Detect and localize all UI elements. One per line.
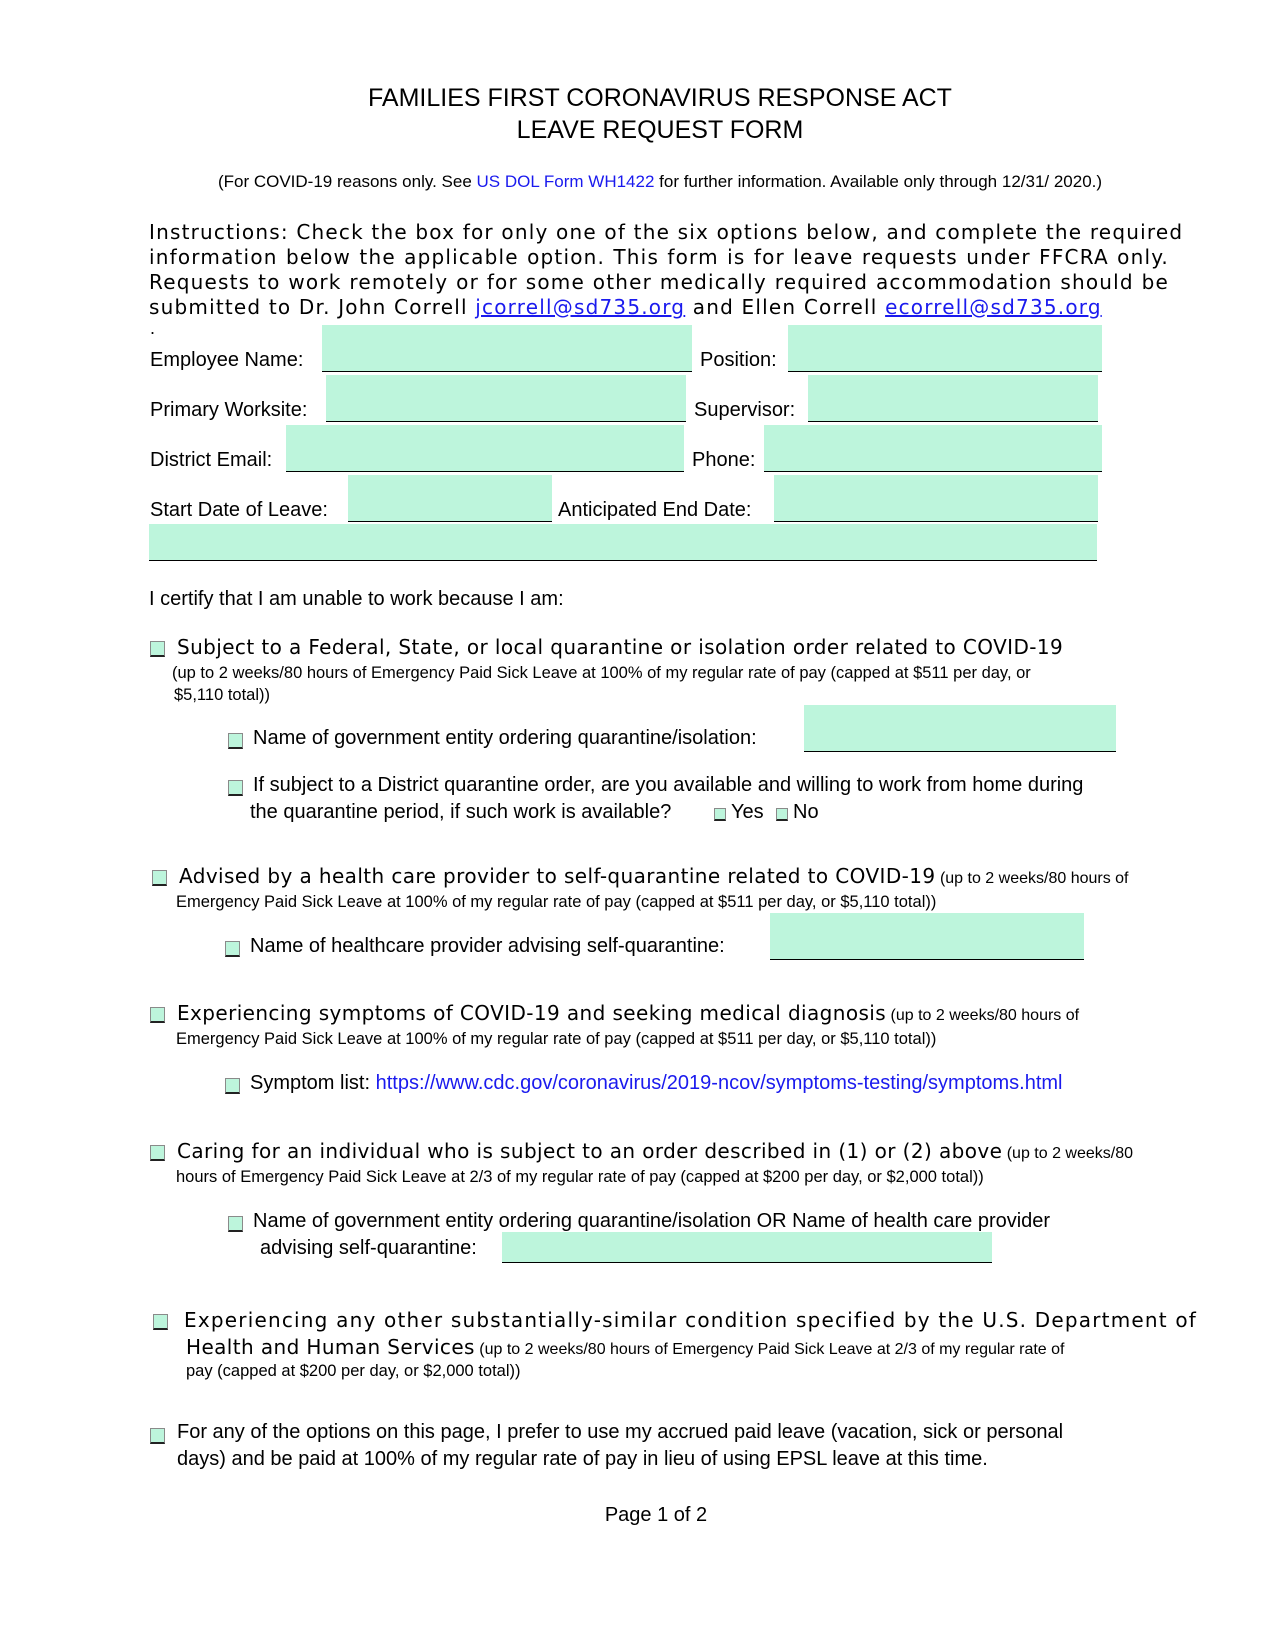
option5-line2-terms: (up to 2 weeks/80 hours of Emergency Paid Sick Leave at 2/3 of my regular rate of — [474, 1341, 1065, 1358]
instructions — [149, 220, 1184, 320]
position-label: Position: — [700, 349, 777, 371]
header-note-suffix: for further information. Available only through 12/31/ 2020.) — [654, 172, 1103, 191]
instructions-line4-prefix: submitted to Dr. John Correll — [149, 295, 476, 319]
dol-form-link[interactable]: US DOL Form WH1422 — [476, 172, 655, 191]
option3-terms: Emergency Paid Sick Leave at 100% of my regular rate of pay (capped at $511 per day, or $5,110 total)) — [176, 1030, 937, 1048]
option2-label-terms: (up to 2 weeks/80 hours of — [935, 870, 1129, 887]
instructions-line3: Requests to work remotely or for some other medically required accommodation should be — [149, 270, 1169, 294]
phone-label: Phone: — [692, 449, 756, 471]
option2-label-main: Advised by a health care provider to self-quarantine related to COVID-19 — [179, 864, 936, 888]
option2-provider-checkbox[interactable] — [225, 941, 240, 957]
option1-label: Subject to a Federal, State, or local quarantine or isolation order related to COVID-19 — [177, 635, 1064, 659]
option4-entity-checkbox[interactable] — [228, 1216, 243, 1232]
end-date-label: Anticipated End Date: — [558, 499, 752, 521]
option2-checkbox[interactable] — [152, 870, 167, 886]
option1-yes-label: Yes — [731, 801, 764, 823]
option1-entity-label: Name of government entity ordering quarantine/isolation: — [253, 727, 757, 749]
position-field[interactable] — [788, 325, 1102, 372]
form-title-line2: LEAVE REQUEST FORM — [516, 116, 804, 144]
option5-line1: Experiencing any other substantially-similar condition specified by the U.S. Department of — [184, 1308, 1198, 1332]
option1-entity-field[interactable] — [804, 705, 1116, 752]
option4-entity-field[interactable] — [502, 1232, 992, 1263]
email-link-ecorrell[interactable]: ecorrell@sd735.org — [885, 295, 1102, 319]
option3-symptom-label: Symptom list: — [250, 1072, 376, 1094]
option1-remote-checkbox[interactable] — [228, 780, 243, 796]
option5-line2-main: Health and Human Services — [186, 1335, 475, 1359]
additional-field[interactable] — [149, 524, 1097, 561]
option3-label — [177, 1001, 1079, 1025]
option4-label-terms: (up to 2 weeks/80 — [1002, 1145, 1134, 1162]
option3-label-main: Experiencing symptoms of COVID-19 and seeking medical diagnosis — [177, 1001, 887, 1025]
employee-name-label: Employee Name: — [150, 349, 304, 371]
option1-remote-line2: the quarantine period, if such work is available? — [250, 801, 672, 823]
option4-label — [177, 1139, 1133, 1163]
supervisor-field[interactable] — [808, 375, 1098, 422]
option1-remote-line1: If subject to a District quarantine order, are you available and willing to work from home during — [253, 774, 1084, 796]
certify-statement: I certify that I am unable to work because I am: — [149, 588, 564, 610]
option4-checkbox[interactable] — [150, 1145, 165, 1161]
page-number: Page 1 of 2 — [604, 1504, 708, 1526]
option4-label-main: Caring for an individual who is subject to an order described in (1) or (2) above — [177, 1139, 1003, 1163]
option2-terms: Emergency Paid Sick Leave at 100% of my regular rate of pay (capped at $511 per day, or $5,110 total)) — [176, 893, 937, 911]
accrued-leave-checkbox[interactable] — [150, 1428, 165, 1444]
instructions-line4-mid: and Ellen Correll — [685, 295, 886, 319]
option5-line2 — [186, 1335, 1064, 1359]
option1-no-label: No — [793, 801, 819, 823]
form-title-line1: FAMILIES FIRST CORONAVIRUS RESPONSE ACT — [368, 84, 952, 112]
start-date-field[interactable] — [348, 475, 552, 522]
header-note — [0, 172, 1275, 192]
employee-name-field[interactable] — [322, 325, 692, 372]
option1-yes-checkbox[interactable] — [714, 808, 726, 821]
supervisor-label: Supervisor: — [694, 399, 796, 421]
email-link-jcorrell[interactable]: jcorrell@sd735.org — [475, 295, 686, 319]
option1-terms-line1: (up to 2 weeks/80 hours of Emergency Paid Sick Leave at 100% of my regular rate of pay (capped at $511 per day, or — [172, 664, 1031, 682]
option3-label-terms: (up to 2 weeks/80 hours of — [886, 1007, 1080, 1024]
option2-label — [179, 864, 1129, 888]
option4-entity-line1: Name of government entity ordering quarantine/isolation OR Name of health care provider — [253, 1210, 1051, 1232]
option2-provider-label: Name of healthcare provider advising self-quarantine: — [250, 935, 725, 957]
option4-terms: hours of Emergency Paid Sick Leave at 2/3 of my regular rate of pay (capped at $200 per day, or $2,000 total)) — [176, 1168, 984, 1186]
option4-entity-line2: advising self-quarantine: — [260, 1237, 477, 1259]
option5-checkbox[interactable] — [153, 1314, 168, 1330]
option2-provider-field[interactable] — [770, 913, 1084, 960]
header-note-prefix: (For COVID-19 reasons only. See — [217, 172, 477, 191]
instructions-line2: information below the applicable option. This form is for leave requests under FFCRA only. — [149, 245, 1169, 269]
stray-dot: . — [150, 318, 156, 338]
option1-terms-line2: $5,110 total)) — [174, 686, 271, 704]
option1-no-checkbox[interactable] — [776, 808, 788, 821]
accrued-leave-line1: For any of the options on this page, I prefer to use my accrued paid leave (vacation, sick or personal — [177, 1421, 1064, 1443]
phone-field[interactable] — [764, 425, 1102, 472]
option3-checkbox[interactable] — [150, 1007, 165, 1023]
option1-checkbox[interactable] — [150, 641, 165, 657]
option3-symptom-line — [250, 1072, 1063, 1095]
accrued-leave-line2: days) and be paid at 100% of my regular rate of pay in lieu of using EPSL leave at this time. — [177, 1448, 988, 1470]
primary-worksite-label: Primary Worksite: — [150, 399, 308, 421]
district-email-field[interactable] — [286, 425, 684, 472]
instructions-line1: Instructions: Check the box for only one of the six options below, and complete the required — [149, 220, 1184, 244]
cdc-symptoms-link[interactable]: https://www.cdc.gov/coronavirus/2019-ncov/symptoms-testing/symptoms.html — [375, 1072, 1063, 1094]
start-date-label: Start Date of Leave: — [150, 499, 328, 521]
option5-terms-line3: pay (capped at $200 per day, or $2,000 total)) — [186, 1362, 521, 1380]
instructions-line4 — [149, 295, 1169, 320]
primary-worksite-field[interactable] — [326, 375, 686, 422]
end-date-field[interactable] — [774, 475, 1098, 522]
option1-entity-checkbox[interactable] — [228, 733, 243, 749]
district-email-label: District Email: — [150, 449, 273, 471]
option3-symptom-checkbox[interactable] — [225, 1078, 240, 1094]
